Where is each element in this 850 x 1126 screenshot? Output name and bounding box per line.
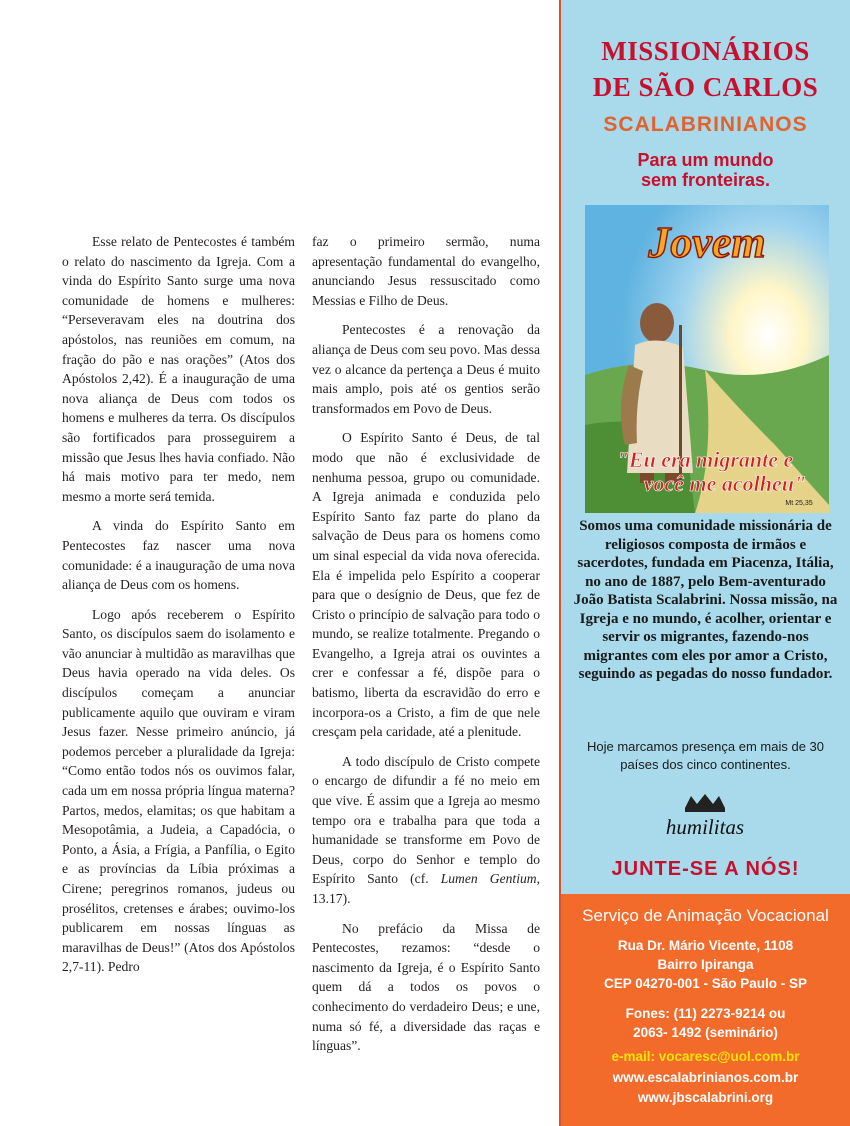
- address-line: Bairro Ipiranga: [657, 957, 754, 972]
- website-link-escalabrinianos[interactable]: www.escalabrinianos.com.br: [612, 1070, 799, 1085]
- paragraph: Esse relato de Pentecostes é também o relato do nascimento da Igreja. Com a vinda do Espírito Santo surge uma nova comunidade de homens e mulheres: “Perseveravam eles na doutrina dos apóstolos, nas reuniões em comum, na fração do pão e nas orações” (Atos dos Apóstolos 2,42). É a inauguração de uma nova aliança de Deus com todos os homens e mulheres da terra. Os discípulos são fortificados para prosseguirem a missão que Jesus lhes havia confiado. Não há mais motivo para ter medo, nem mesmo a morte será temida.: [62, 234, 295, 504]
- paragraph-text: , 13.17).: [312, 871, 540, 906]
- paragraph: Logo após receberem o Espírito Santo, os discípulos saem do isolamento e vão anunciar à multidão as maravilhas que Deus havia operado na vida deles. Os discípulos começam a anunciar publicamente aquilo que ouviram e viram Jesus fazer. Nesse primeiro anúncio, já podemos perceber a pluralidade da Igreja: “Como então todos nós os ouvimos falar, cada um em nossa própria língua materna? Partos, medos, elamitas; os que habitam a Mesopotâmia, a Judeia, a Capadócia, o Ponto, a Ásia, a Frígia, a Panfília, o Egito e as províncias da Líbia próximas a Cirene; peregrinos romanos, judeus ou prosélitos, cretenses e árabes; ouvimo-los publicarem em nossas línguas as maravilhas de Deus!” (Atos dos Apóstolos 2,7-11). Pedro: [62, 606, 295, 975]
- address-line: Rua Dr. Mário Vicente, 1108: [617, 938, 794, 953]
- paragraph: Pentecostes é a renovação da aliança de Deus com seu povo. Mas dessa vez o alcance da pertença a Deus é muito mais amplo, pois até os gentios serão transformados em Povo de Deus.: [312, 322, 541, 416]
- paragraph: faz o primeiro sermão, numa apresentação fundamental do evangelho, anunciando Jesus ressuscitado como Messias e Filho de Deus.: [312, 234, 540, 308]
- quote-line-1: "Eu era migrante e: [616, 447, 794, 472]
- ad-description: Somos uma comunidade missionária de religiosos composta de irmãos e sacerdotes, fundada em Piacenza, Itália, no ano de 1887, pelo Bem-aventurado João Batista Scalabrini. Nossa missão, na Igreja e no mundo, é acolher, orientar e servir os migrantes, fazendo-nos migrantes com eles por amor a Cristo, seguindo as pegadas do nosso fundador.: [573, 518, 838, 682]
- crown-icon: [685, 794, 725, 812]
- contact-email-link[interactable]: e-mail: vocaresc@uol.com.br: [611, 1049, 800, 1064]
- contact-box: [561, 894, 850, 1126]
- illustration-heading: Jovem: [648, 218, 766, 267]
- ad-title-line-3: SCALABRINIANOS: [603, 113, 808, 136]
- paragraph: A vinda do Espírito Santo em Pentecostes faz nascer uma nova comunidade: é a inauguração de uma nova aliança de Deus com os homens.: [62, 518, 295, 593]
- address-line: CEP 04270-001 - São Paulo - SP: [603, 976, 808, 991]
- ad-tagline: [561, 150, 850, 190]
- contact-address: [561, 936, 850, 993]
- ad-title-line-1: MISSIONÁRIOS: [601, 36, 810, 66]
- join-us-heading: JUNTE-SE A NÓS!: [611, 858, 800, 880]
- humilitas-logo: [655, 790, 755, 850]
- tagline-line-2: sem fronteiras.: [640, 170, 771, 190]
- ad-presence-note: Hoje marcamos presença em mais de 30 países dos cinco continentes.: [587, 739, 824, 772]
- phone-line: 2063- 1492 (seminário): [633, 1025, 778, 1040]
- pilgrim-illustration: [585, 205, 829, 513]
- article-column-2: [312, 232, 540, 1066]
- advertisement: [561, 0, 850, 1126]
- paragraph: [312, 752, 540, 909]
- tagline-line-1: Para um mundo: [637, 150, 774, 170]
- contact-title: Serviço de Animação Vocacional: [582, 906, 829, 925]
- paragraph: No prefácio da Missa de Pentecostes, rezamos: “desde o nascimento da Igreja, é o Espírito Santo quem dá a todos os povos o conhecimento do verdadeiro Deus; e une, numa só fé, a diversidade das raças e línguas”.: [312, 920, 540, 1054]
- quote-reference: Mt 25,35: [785, 500, 813, 507]
- quote-line-2: você me acolheu": [643, 471, 807, 496]
- contact-phones: [561, 1004, 850, 1042]
- citation-title: Lumen Gentium: [440, 871, 537, 887]
- website-link-jbscalabrini[interactable]: www.jbscalabrini.org: [637, 1090, 774, 1105]
- paragraph: O Espírito Santo é Deus, de tal modo que não é exclusividade de nenhuma pessoa, grupo ou comunidade. A Igreja animada e conduzida pelo Espírito Santo faz parte do plano da salvação de Deus para os homens como um sinal especial da vida nova oferecida. Ela é impelida pelo Espírito a cooperar para que o desígnio de Deus, que fez de Cristo o princípio de salvação para todo o mundo, se realize totalmente. Pregando o Evangelho, a Igreja atrai os ouvintes a crer e confessar a fé, dispõe para o batismo, liberta da escravidão do erro e incorpora-os a Cristo, a fim de que nele cresçam pela caridade, até a plenitude.: [312, 430, 540, 740]
- ad-title-line-2: DE SÃO CARLOS: [592, 72, 819, 102]
- logo-text: humilitas: [665, 815, 745, 839]
- paragraph-text: A todo discípulo de Cristo compete o encargo de difundir a fé no meio em que vive. É assim que a Igreja ao mesmo tempo ora e trabalha para que toda a humanidade se transforme em Povo de Deus, corpo do Senhor e templo do Espírito Santo (cf.: [312, 753, 540, 887]
- phone-line: Fones: (11) 2273-9214 ou: [625, 1006, 786, 1021]
- article-column-1: [62, 232, 295, 987]
